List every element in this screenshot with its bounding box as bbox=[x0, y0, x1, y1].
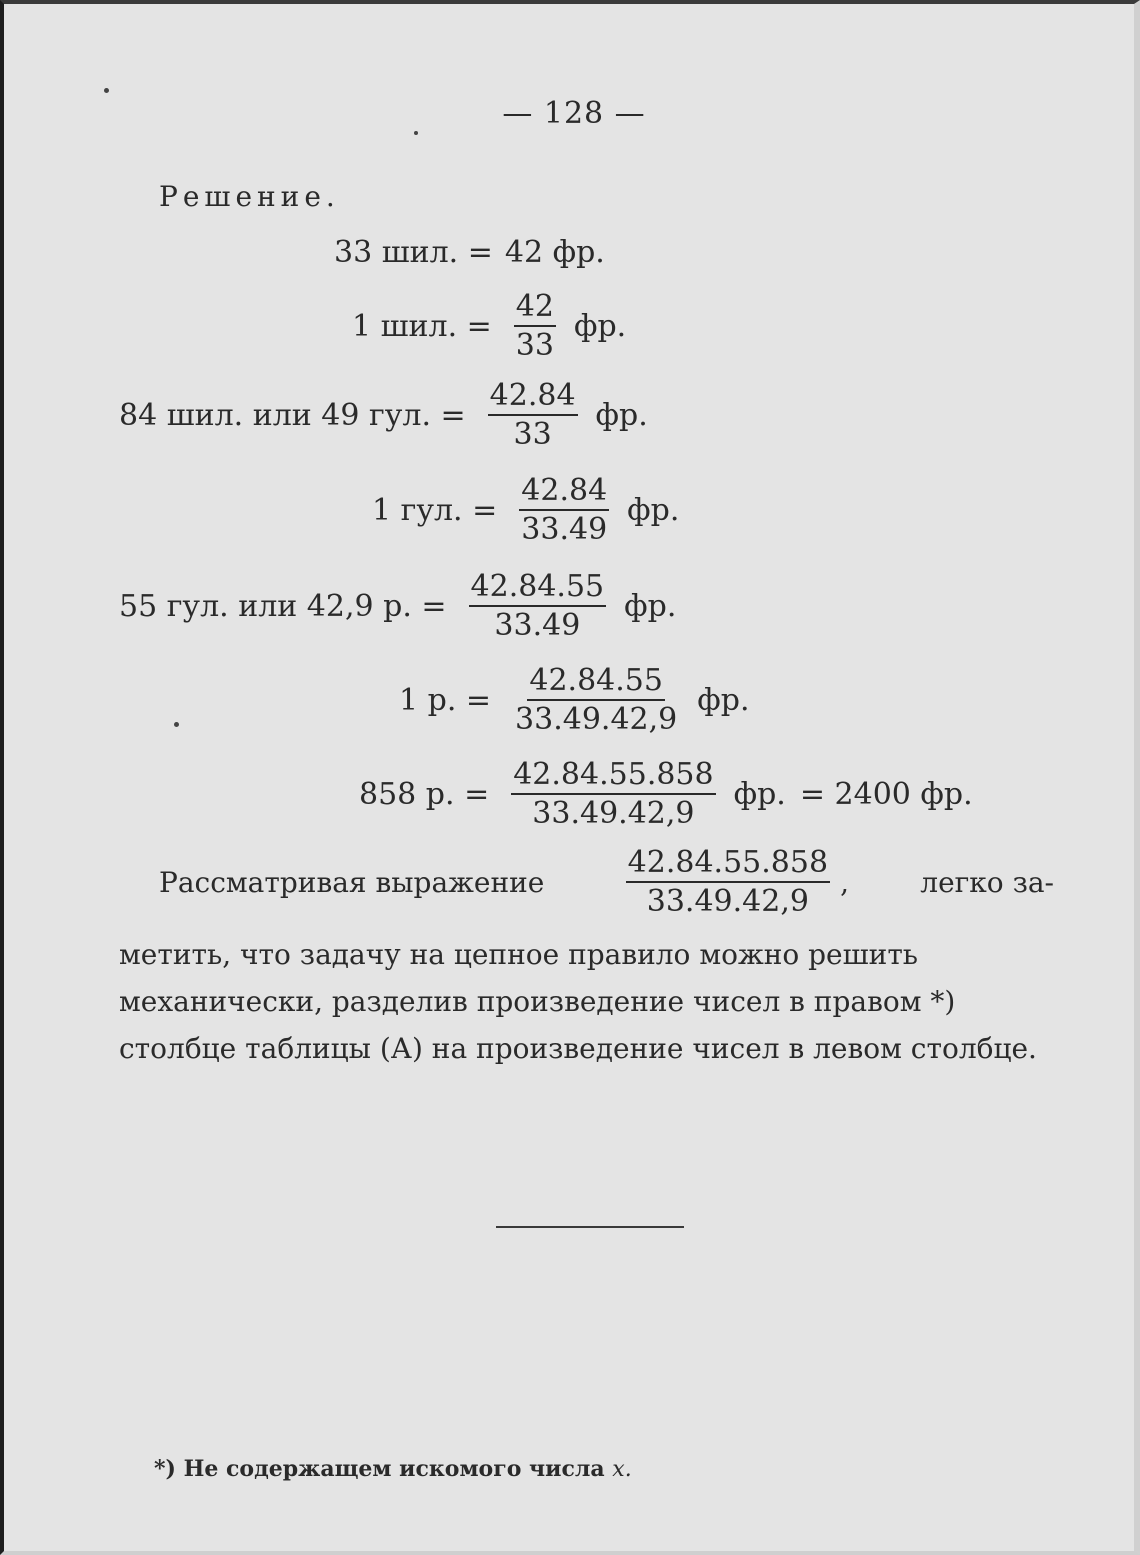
solution-heading: Решение. bbox=[159, 180, 340, 213]
equation-row bbox=[359, 754, 973, 834]
fraction-denominator: 33.49.42,9 bbox=[515, 702, 678, 737]
fraction-denominator: 33 bbox=[515, 328, 554, 363]
equation-lhs: 858 р. = bbox=[359, 776, 490, 812]
paragraph-expression bbox=[616, 844, 849, 919]
fraction-numerator: 42.84 bbox=[488, 380, 578, 417]
fraction-numerator: 42.84 bbox=[519, 475, 609, 512]
equation-unit: фр. bbox=[573, 308, 627, 344]
equation-lhs: 33 шил. = bbox=[334, 234, 493, 270]
scan-speck bbox=[414, 131, 418, 135]
paragraph-body: метить, что задачу на цепное правило можно решить механически, разделив произведение чисел в правом *) столбце таблицы (А) на произведение чисел в левом столбце. bbox=[119, 938, 1037, 1065]
equation-row bbox=[119, 375, 648, 455]
fraction-numerator: 42.84.55 bbox=[527, 665, 665, 702]
equation-lhs: 1 гул. = bbox=[372, 492, 498, 528]
paragraph-first-line bbox=[159, 842, 1054, 922]
fraction bbox=[626, 844, 830, 919]
fraction bbox=[469, 568, 607, 643]
fraction bbox=[514, 288, 556, 363]
paragraph-intro: Рассматривая выражение bbox=[159, 865, 545, 899]
fraction-numerator: 42.84.55 bbox=[469, 571, 607, 608]
equation-result: = 2400 фр. bbox=[799, 776, 973, 812]
equation-unit: фр. bbox=[733, 776, 786, 812]
equation-unit: фр. bbox=[697, 682, 750, 718]
fraction-denominator: 33.49 bbox=[521, 512, 608, 547]
paragraph-continuation: легко за- bbox=[920, 865, 1054, 899]
equation-row bbox=[119, 566, 676, 646]
fraction bbox=[519, 472, 609, 547]
equation-lhs: 84 шил. или 49 гул. = bbox=[119, 397, 466, 433]
equation-row bbox=[334, 212, 605, 292]
equation-lhs: 55 гул. или 42,9 р. = bbox=[119, 588, 447, 624]
paragraph-comma: , bbox=[840, 865, 849, 899]
scan-speck bbox=[104, 88, 109, 93]
fraction-denominator: 33.49 bbox=[494, 608, 581, 643]
fraction-numerator: 42.84.55.858 bbox=[511, 759, 715, 796]
equation-row bbox=[399, 660, 750, 740]
equation-lhs: 1 р. = bbox=[399, 682, 492, 718]
fraction-numerator: 42.84.55.858 bbox=[626, 847, 830, 884]
fraction-denominator: 33.49.42,9 bbox=[532, 796, 695, 831]
footnote-text: *) Не содержащем искомого числа bbox=[154, 1456, 605, 1482]
footnote bbox=[154, 1456, 632, 1482]
equation-row bbox=[372, 470, 679, 550]
equation-row bbox=[352, 286, 626, 366]
fraction bbox=[511, 756, 715, 831]
footnote-variable: x. bbox=[612, 1457, 632, 1482]
fraction bbox=[488, 377, 578, 452]
fraction-numerator: 42 bbox=[514, 291, 556, 328]
scan-speck bbox=[174, 722, 179, 727]
fraction-denominator: 33 bbox=[513, 417, 552, 452]
fraction bbox=[513, 662, 679, 737]
section-divider bbox=[496, 1226, 684, 1228]
equation-rhs: 42 фр. bbox=[504, 234, 605, 270]
equation-unit: фр. bbox=[595, 397, 648, 433]
equation-unit: фр. bbox=[627, 492, 680, 528]
fraction-denominator: 33.49.42,9 bbox=[646, 884, 809, 919]
page-number: — 128 — bbox=[502, 96, 646, 131]
equation-lhs: 1 шил. = bbox=[352, 308, 492, 344]
equation-unit: фр. bbox=[624, 588, 677, 624]
